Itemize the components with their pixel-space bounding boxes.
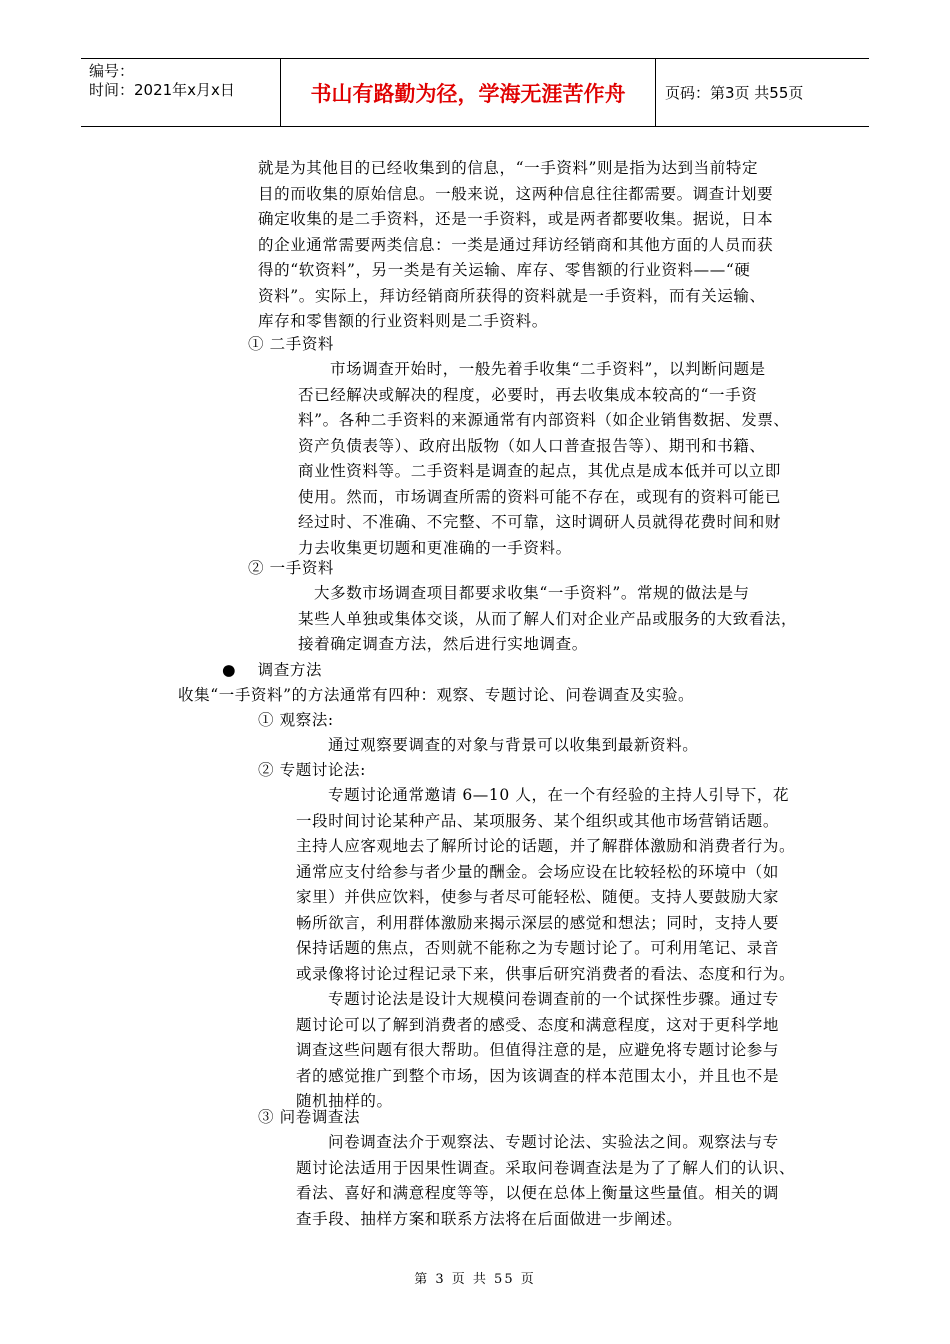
primary-data-heading: ② 一手资料 [248, 559, 335, 577]
text-line: 查手段、抽样方案和联系方法将在后面做进一步阐述。 [296, 1209, 683, 1228]
text-line: 者的感觉推广到整个市场，因为该调查的样本范围太小，并且也不是 [296, 1066, 780, 1085]
focus-group-paragraph-2 [296, 987, 779, 1115]
header-page-number: 页码：第3页 共55页 [665, 84, 804, 102]
document-number: 编号： [89, 62, 135, 80]
text-line: 一段时间讨论某种产品、某项服务、某个组织或其他市场营销话题。 [296, 811, 780, 830]
text-line: 目的而收集的原始信息。一般来说，这两种信息往往都需要。调查计划要 [258, 184, 774, 203]
observation-text: 通过观察要调查的对象与背景可以收集到最新资料。 [328, 736, 699, 754]
methods-intro: 收集“一手资料”的方法通常有四种：观察、专题讨论、问卷调查及实验。 [178, 686, 695, 704]
text-line: 资料”。实际上，拜访经销商所获得的资料就是一手资料，而有关运输、 [258, 286, 766, 305]
text-line: 资产负债表等）、政府出版物（如人口普查报告等）、期刊和书籍、 [298, 436, 766, 455]
document-time: 时间：2021年x月x日 [89, 81, 235, 99]
text-line: 随机抽样的。 [296, 1092, 393, 1110]
focus-group-heading: ② 专题讨论法: [258, 761, 366, 779]
text-line: 经过时、不准确、不完整、不可靠，这时调研人员就得花费时间和财 [298, 513, 782, 531]
header-motto: 书山有路勤为径，学海无涯苦作舟 [281, 59, 656, 126]
text-line: 得的“软资料”，另一类是有关运输、库存、零售额的行业资料——“硬 [258, 261, 751, 279]
observation-heading: ① 观察法: [258, 711, 334, 729]
text-line: 畅所欲言，利用群体激励来揭示深层的感觉和想法；同时，支持人要 [296, 913, 780, 932]
text-line: 题讨论法适用于因果性调查。采取问卷调查法是为了了解人们的认识、 [296, 1158, 796, 1177]
text-line: 通常应支付给参与者少量的酬金。会场应设在比较轻松的环境中（如 [296, 862, 780, 881]
text-line: 料”。各种二手资料的来源通常有内部资料（如企业销售数据、发票、 [298, 411, 790, 429]
methods-heading-text: 调查方法 [257, 661, 323, 679]
text-line: 商业性资料等。二手资料是调查的起点，其优点是成本低并可以立即 [298, 462, 782, 480]
text-line: 接着确定调查方法，然后进行实地调查。 [298, 635, 588, 653]
text-line: 保持话题的焦点，否则就不能称之为专题讨论了。可利用笔记、录音 [296, 939, 780, 957]
secondary-data-paragraph [298, 357, 790, 561]
primary-data-paragraph [298, 581, 797, 658]
questionnaire-paragraph [296, 1130, 795, 1232]
questionnaire-heading: ③ 问卷调查法 [258, 1108, 361, 1126]
page-header [81, 58, 869, 127]
text-line: 或录像将讨论过程记录下来，供事后研究消费者的看法、态度和行为。 [296, 964, 796, 983]
text-line: 专题讨论法是设计大规模问卷调查前的一个试探性步骤。通过专 [328, 990, 779, 1008]
text-line: 否已经解决或解决的程度，必要时，再去收集成本较高的“一手资 [298, 385, 758, 404]
text-line: 力去收集更切题和更准确的一手资料。 [298, 538, 572, 557]
text-line: 市场调查开始时，一般先着手收集“二手资料”，以判断问题是 [330, 360, 766, 378]
bullet-icon: ● [222, 661, 237, 679]
page-footer: 第 3 页 共 55 页 [414, 1272, 536, 1287]
header-meta [81, 59, 281, 126]
text-line: 调查这些问题有很大帮助。但值得注意的是，应避免将专题讨论参与 [296, 1041, 780, 1059]
text-line: 主持人应客观地去了解所讨论的话题，并了解群体激励和消费者行为。 [296, 837, 796, 855]
focus-group-paragraph-1 [296, 783, 795, 987]
text-line: 某些人单独或集体交谈，从而了解人们对企业产品或服务的大致看法， [298, 609, 798, 628]
text-line: 就是为其他目的已经收集到的信息，“一手资料”则是指为达到当前特定 [258, 159, 759, 177]
intro-paragraph [258, 156, 773, 335]
secondary-data-heading: ① 二手资料 [248, 335, 335, 353]
text-line: 的企业通常需要两类信息：一类是通过拜访经销商和其他方面的人员而获 [258, 235, 774, 254]
text-line: 确定收集的是二手资料，还是一手资料，或是两者都要收集。据说，日本 [258, 210, 774, 228]
text-line: 专题讨论通常邀请 6—10 人，在一个有经验的主持人引导下，花 [328, 786, 790, 804]
methods-heading [222, 658, 322, 684]
text-line: 家里）并供应饮料，使参与者尽可能轻松、随便。支持人要鼓励大家 [296, 888, 780, 906]
text-line: 大多数市场调查项目都要求收集“一手资料”。常规的做法是与 [314, 584, 750, 602]
text-line: 使用。然而，市场调查所需的资料可能不存在，或现有的资料可能已 [298, 487, 782, 506]
text-line: 库存和零售额的行业资料则是二手资料。 [258, 312, 548, 330]
text-line: 看法、喜好和满意程度等等，以便在总体上衡量这些量值。相关的调 [296, 1184, 780, 1202]
text-line: 问卷调查法介于观察法、专题讨论法、实验法之间。观察法与专 [328, 1133, 779, 1151]
text-line: 题讨论可以了解到消费者的感受、态度和满意程度，这对于更科学地 [296, 1015, 780, 1034]
